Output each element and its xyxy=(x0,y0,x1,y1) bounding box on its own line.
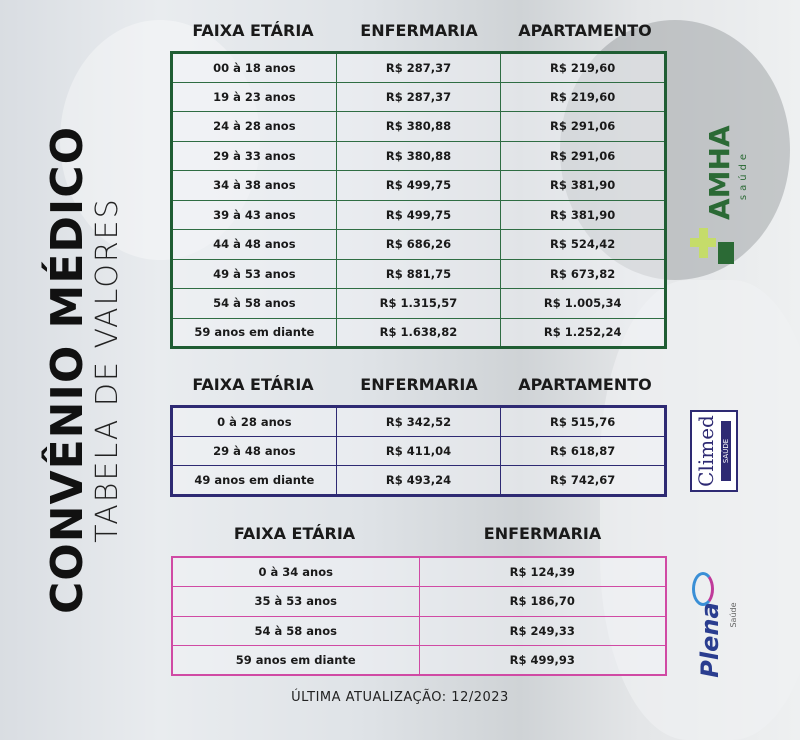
climed-logo xyxy=(690,410,738,492)
table-cell: R$ 291,06 xyxy=(501,112,666,142)
table-row xyxy=(172,646,666,676)
amha-logo-text: AMHA xyxy=(703,125,736,220)
table-cell: R$ 219,60 xyxy=(501,53,666,83)
table-row xyxy=(172,82,666,112)
table-cell: R$ 686,26 xyxy=(336,230,501,260)
climed-header-apartment: APARTAMENTO xyxy=(518,375,652,394)
table-row xyxy=(172,289,666,319)
plena-logo-text: Plena xyxy=(696,602,724,678)
table-row xyxy=(172,616,666,646)
table-row xyxy=(172,171,666,201)
table-row xyxy=(172,318,666,348)
table-cell: 59 anos em diante xyxy=(172,646,419,676)
table-cell: R$ 618,87 xyxy=(501,436,666,466)
page-subtitle: TABELA DE VALORES xyxy=(90,197,125,543)
last-update: ÚLTIMA ATUALIZAÇÃO: 12/2023 xyxy=(291,690,509,705)
table-cell: R$ 291,06 xyxy=(501,141,666,171)
table-cell: 49 à 53 anos xyxy=(172,259,337,289)
plena-price-table xyxy=(171,556,667,676)
amha-header-apartment: APARTAMENTO xyxy=(518,21,652,40)
table-cell: R$ 742,67 xyxy=(501,466,666,496)
table-cell: 24 à 28 anos xyxy=(172,112,337,142)
table-row xyxy=(172,466,666,496)
amha-mark-icon xyxy=(718,242,734,264)
table-cell: R$ 524,42 xyxy=(501,230,666,260)
table-row xyxy=(172,587,666,617)
table-cell: R$ 673,82 xyxy=(501,259,666,289)
table-row xyxy=(172,230,666,260)
table-cell: 39 à 43 anos xyxy=(172,200,337,230)
table-cell: 00 à 18 anos xyxy=(172,53,337,83)
climed-header-ward: ENFERMARIA xyxy=(360,375,478,394)
table-cell: 44 à 48 anos xyxy=(172,230,337,260)
vertical-title xyxy=(42,126,125,614)
table-cell: R$ 381,90 xyxy=(501,171,666,201)
table-cell: R$ 411,04 xyxy=(336,436,501,466)
plena-logo xyxy=(690,570,750,678)
amha-logo xyxy=(690,125,754,265)
table-cell: 19 à 23 anos xyxy=(172,82,337,112)
table-cell: 29 à 33 anos xyxy=(172,141,337,171)
table-cell: R$ 1.252,24 xyxy=(501,318,666,348)
table-cell: 34 à 38 anos xyxy=(172,171,337,201)
amha-header-age: FAIXA ETÁRIA xyxy=(192,21,314,40)
amha-header-ward: ENFERMARIA xyxy=(360,21,478,40)
table-cell: R$ 287,37 xyxy=(336,82,501,112)
table-cell: 29 à 48 anos xyxy=(172,436,337,466)
table-row xyxy=(172,53,666,83)
table-cell: R$ 380,88 xyxy=(336,141,501,171)
table-row xyxy=(172,200,666,230)
table-cell: R$ 381,90 xyxy=(501,200,666,230)
table-cell: R$ 499,75 xyxy=(336,200,501,230)
table-cell: R$ 515,76 xyxy=(501,407,666,437)
table-cell: R$ 380,88 xyxy=(336,112,501,142)
table-cell: R$ 287,37 xyxy=(336,53,501,83)
table-row xyxy=(172,112,666,142)
table-cell: R$ 1.005,34 xyxy=(501,289,666,319)
table-row xyxy=(172,259,666,289)
table-row xyxy=(172,407,666,437)
table-cell: 54 à 58 anos xyxy=(172,616,419,646)
table-cell: R$ 1.315,57 xyxy=(336,289,501,319)
amha-logo-sub: saúde xyxy=(738,149,749,201)
page-title: CONVÊNIO MÉDICO xyxy=(42,126,93,614)
climed-price-table xyxy=(170,405,667,497)
climed-logo-text: Climed xyxy=(694,415,718,487)
table-cell: R$ 219,60 xyxy=(501,82,666,112)
table-cell: 54 à 58 anos xyxy=(172,289,337,319)
table-cell: R$ 186,70 xyxy=(419,587,666,617)
table-row xyxy=(172,557,666,587)
table-row xyxy=(172,436,666,466)
table-cell: R$ 499,93 xyxy=(419,646,666,676)
climed-logo-sub: SAÚDE xyxy=(721,421,731,481)
plena-logo-sub: Saúde xyxy=(729,602,738,628)
plena-header-ward: ENFERMARIA xyxy=(483,524,602,543)
climed-header-age: FAIXA ETÁRIA xyxy=(192,375,314,394)
table-cell: 59 anos em diante xyxy=(172,318,337,348)
table-cell: 0 à 34 anos xyxy=(172,557,419,587)
table-cell: R$ 499,75 xyxy=(336,171,501,201)
table-cell: R$ 124,39 xyxy=(419,557,666,587)
table-cell: 0 à 28 anos xyxy=(172,407,337,437)
table-cell: R$ 249,33 xyxy=(419,616,666,646)
plena-header-age: FAIXA ETÁRIA xyxy=(233,524,356,543)
table-cell: R$ 1.638,82 xyxy=(336,318,501,348)
amha-price-table xyxy=(170,51,667,349)
table-cell: R$ 342,52 xyxy=(336,407,501,437)
amha-cross-icon-vertical xyxy=(699,228,708,258)
table-cell: R$ 493,24 xyxy=(336,466,501,496)
table-cell: 49 anos em diante xyxy=(172,466,337,496)
table-cell: R$ 881,75 xyxy=(336,259,501,289)
table-cell: 35 à 53 anos xyxy=(172,587,419,617)
table-row xyxy=(172,141,666,171)
